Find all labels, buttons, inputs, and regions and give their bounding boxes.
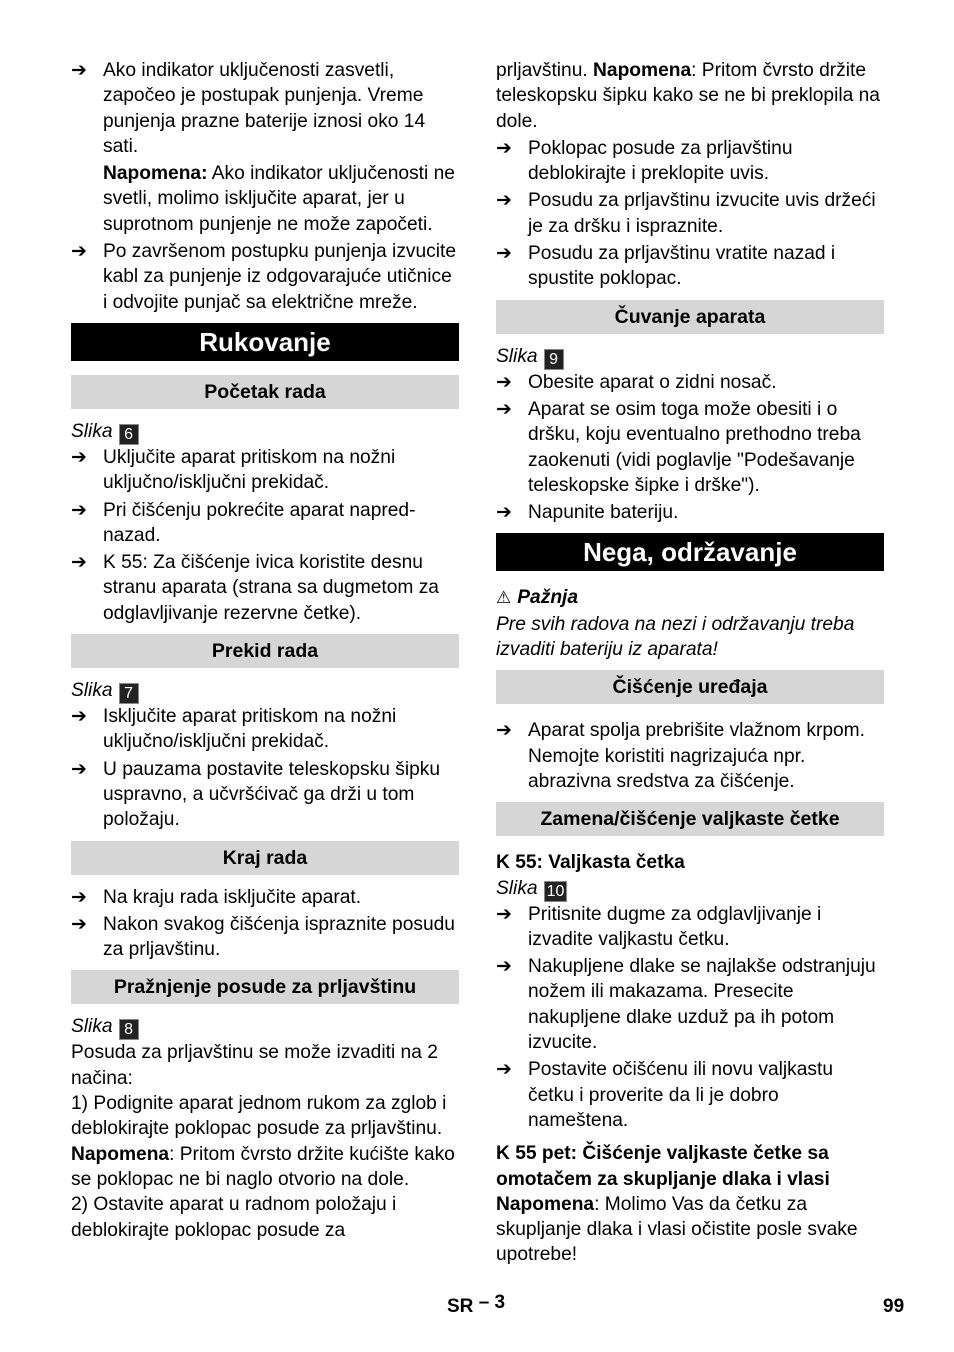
- arrow-icon: ➔: [496, 370, 512, 393]
- arrow-icon: ➔: [71, 59, 87, 81]
- arrow-icon: ➔: [496, 955, 512, 978]
- body-paragraph: 1) Podignite aparat jednom rukom za zglob i deblokirajte poklopac posude za prljavštinu. Napomena: Pritom čvrsto držite kućište kako se poklopac ne bi naglo otvorio na dole.: [71, 1093, 455, 1190]
- arrow-icon: ➔: [71, 498, 87, 521]
- arrow-icon: ➔: [71, 912, 87, 935]
- page-number: 99: [883, 1296, 905, 1317]
- list-item: ➔ Pri čišćenju pokrećite aparat napred-nazad.: [71, 498, 416, 546]
- figure-number-badge: 10: [544, 881, 568, 902]
- arrow-icon: ➔: [71, 445, 87, 468]
- list-item: ➔ Pritisnite dugme za odglavljivanje i izvadite valjkastu četku.: [496, 902, 822, 950]
- arrow-icon: ➔: [496, 1058, 512, 1081]
- body-paragraph: Posuda za prljavštinu se može izvaditi na 2 načina:: [71, 1042, 438, 1089]
- figure-number-badge: 9: [544, 349, 564, 370]
- sub-heading-k55pet: K 55 pet: Čišćenje valjkaste četke sa omotačem za skupljanje dlaka i vlasi: [496, 1143, 830, 1190]
- figure-reference: Slika 10: [496, 876, 884, 902]
- arrow-icon: ➔: [71, 551, 87, 574]
- left-column: [71, 58, 459, 1243]
- arrow-icon: ➔: [71, 240, 87, 263]
- subsection-heading-kraj: Kraj rada: [71, 841, 459, 875]
- section-heading-rukovanje: Rukovanje: [71, 323, 459, 361]
- list-item: ➔ Postavite očišćenu ili novu valjkastu četku i proverite da li je dobro nameštena.: [496, 1058, 834, 1131]
- sub-heading-k55: K 55: Valjkasta četka: [496, 852, 685, 874]
- list-item: ➔ Ako indikator uključenosti zasvetli, započeo je postupak punjenja. Vreme punjenja prazne baterije iznosi oko 14 sati.: [71, 59, 426, 157]
- arrow-icon: ➔: [496, 397, 512, 420]
- figure-number-badge: 6: [119, 424, 139, 445]
- note-paragraph: Napomena: Ako indikator uključenosti ne svetli, molimo isključite aparat, jer u suprotnom punjenje ne može započeti.: [103, 163, 455, 235]
- subsection-heading-ciscenje: Čišćenje uređaja: [496, 670, 884, 704]
- figure-number-badge: 7: [119, 683, 139, 704]
- arrow-icon: ➔: [496, 719, 512, 742]
- arrow-icon: ➔: [496, 136, 512, 159]
- list-item: ➔ K 55: Za čišćenje ivica koristite desnu stranu aparata (strana sa dugmetom za odglavljivanje rezervne četke).: [71, 551, 439, 624]
- list-item: ➔ Posudu za prljavštinu izvucite uvis držeći je za dršku i ispraznite.: [496, 189, 876, 237]
- arrow-icon: ➔: [71, 757, 87, 780]
- footer-language: SR – 3: [447, 1292, 506, 1317]
- right-column: [496, 58, 884, 1268]
- list-item: ➔ Aparat se osim toga može obesiti i o dršku, koju eventualno prethodno treba zaokenuti (vidi poglavlje "Podešavanje teleskopske šipke i drške").: [496, 397, 861, 496]
- list-item: ➔ Na kraju rada isključite aparat.: [71, 885, 459, 910]
- figure-reference: Slika 9: [496, 344, 884, 370]
- list-item: ➔ Aparat spolja prebrišite vlažnom krpom. Nemojte koristiti nagrizajuća npr. abrazivna sredstva za čišćenje.: [496, 719, 865, 792]
- subsection-heading-zamena: Zamena/čišćenje valjkaste četke: [496, 802, 884, 836]
- warning-heading: ⚠ Pažnja: [496, 587, 579, 609]
- body-paragraph: Napomena: Molimo Vas da četku za skupljanje dlaka i vlasi očistite posle svake upotrebe!: [496, 1193, 858, 1266]
- list-item: ➔ Poklopac posude za prljavštinu deblokirajte i preklopite uvis.: [496, 136, 793, 185]
- list-item: ➔ Posudu za prljavštinu vratite nazad i spustite poklopac.: [496, 242, 836, 290]
- list-item: ➔ Uključite aparat pritiskom na nožni uključno/isključni prekidač.: [71, 445, 396, 494]
- list-item: ➔ U pauzama postavite teleskopsku šipku uspravno, a učvršćivač ga drži u tom položaju.: [71, 757, 441, 831]
- list-item: ➔ Nakon svakog čišćenja ispraznite posudu za prljavštinu.: [71, 912, 455, 961]
- list-item: ➔ Obesite aparat o zidni nosač.: [496, 370, 884, 395]
- arrow-icon: ➔: [71, 705, 87, 728]
- figure-reference: Slika 8: [71, 1014, 459, 1040]
- list-item: ➔ Napunite bateriju.: [496, 500, 884, 525]
- subsection-heading-pocetak: Početak rada: [71, 375, 459, 409]
- arrow-icon: ➔: [496, 189, 512, 212]
- body-paragraph: 2) Ostavite aparat u radnom položaju i deblokirajte poklopac posude za: [71, 1194, 397, 1241]
- list-item: ➔ Isključite aparat pritiskom na nožni uključno/isključni prekidač.: [71, 705, 397, 753]
- subsection-heading-cuvanje: Čuvanje aparata: [496, 300, 884, 334]
- list-item: ➔ Nakupljene dlake se najlakše odstranjuju nožem ili makazama. Presecite nakupljene dlake uzduž pa ih potom izvucite.: [496, 955, 876, 1054]
- arrow-icon: ➔: [496, 902, 512, 925]
- subsection-heading-prekid: Prekid rada: [71, 634, 459, 668]
- figure-reference: Slika 7: [71, 678, 459, 704]
- arrow-icon: ➔: [496, 242, 512, 265]
- arrow-icon: ➔: [496, 501, 512, 524]
- warning-text: Pre svih radova na nezi i održavanju treba izvaditi bateriju iz aparata!: [496, 613, 855, 661]
- list-item: ➔ Po završenom postupku punjenja izvucite kabl za punjenje iz odgovarajuće utičnice i odvojite punjač sa električne mreže.: [71, 240, 457, 313]
- body-paragraph: prljavštinu. Napomena: Pritom čvrsto držite teleskopsku šipku kako se ne bi preklopila na dole.: [496, 60, 880, 132]
- arrow-icon: ➔: [71, 885, 87, 908]
- warning-icon: ⚠: [496, 588, 512, 609]
- section-heading-nega: Nega, održavanje: [496, 533, 884, 571]
- figure-reference: Slika 6: [71, 419, 459, 445]
- subsection-heading-praznjenje: Pražnjenje posude za prljavštinu: [71, 970, 459, 1004]
- figure-number-badge: 8: [119, 1019, 139, 1040]
